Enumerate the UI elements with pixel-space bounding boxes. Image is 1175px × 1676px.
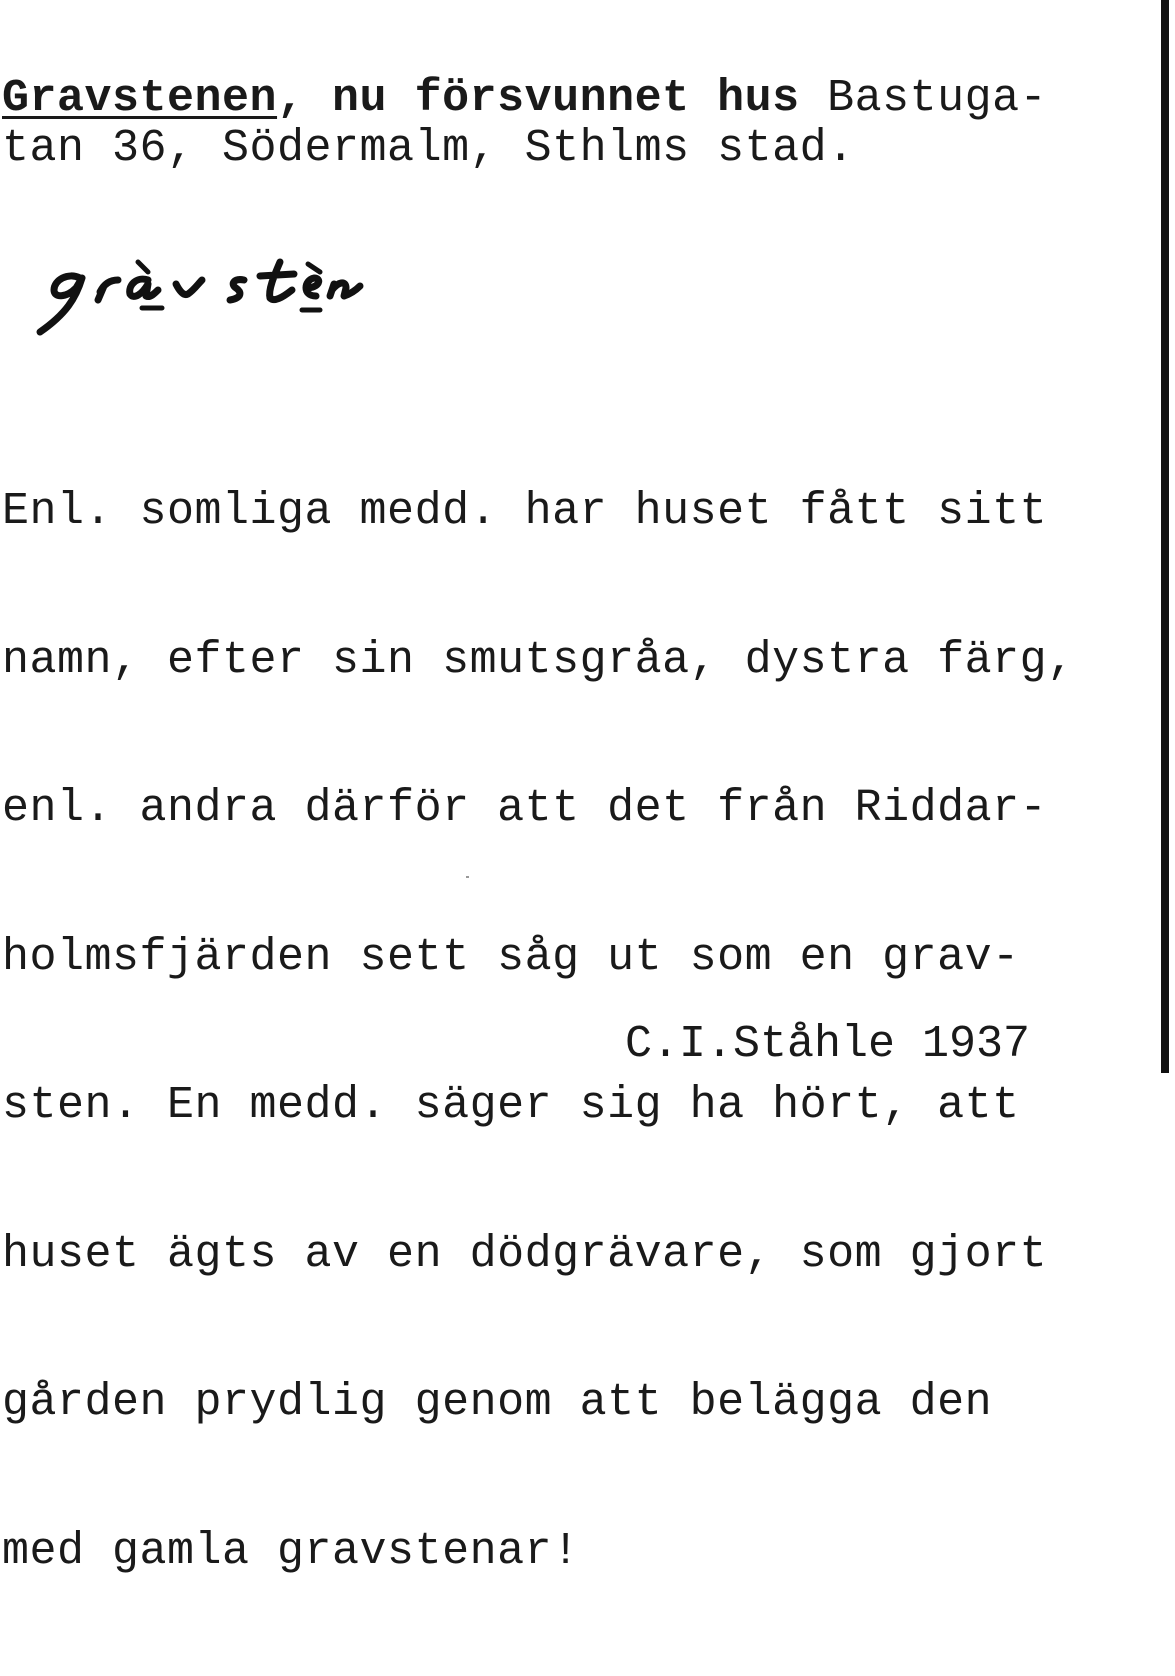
- body-line: huset ägts av en dödgrävare, som gjort: [2, 1228, 1048, 1280]
- body-line: enl. andra därför att det från Riddar-: [2, 783, 1048, 834]
- signature: C.I.Ståhle 1937: [625, 1019, 1031, 1070]
- body-line: med gamla gravstenar!: [2, 1525, 580, 1577]
- heading-suffix: , nu försvunnet hus: [277, 73, 828, 124]
- body-line: gården prydlig genom att belägga den: [2, 1377, 993, 1428]
- heading-subject: Gravstenen: [2, 73, 278, 124]
- body-line: holmsfjärden sett såg ut som en grav-: [2, 931, 1020, 983]
- card-heading: [2, 74, 1047, 124]
- card-edge-border: [1161, 0, 1169, 1073]
- heading-place-tail: Bastuga-: [827, 73, 1048, 124]
- handwritten-pronunciation: [30, 250, 480, 340]
- body-line: sten. En medd. säger sig ha hört, att: [2, 1080, 1020, 1131]
- body-line: Enl. somliga medd. har huset fått sitt: [2, 486, 1048, 537]
- paper-speck: [466, 876, 469, 878]
- heading-location-line: tan 36, Södermalm, Sthlms stad.: [2, 123, 855, 174]
- body-line: namn, efter sin smutsgråa, dystra färg,: [2, 634, 1075, 686]
